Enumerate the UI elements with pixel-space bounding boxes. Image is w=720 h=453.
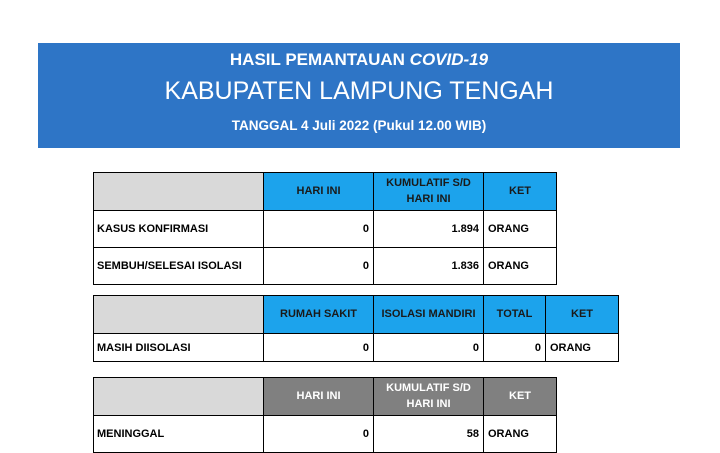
header-kumulatif: KUMULATIF S/D HARI INI (374, 173, 484, 211)
table-row (94, 334, 619, 362)
cell-total: 0 (484, 334, 546, 362)
header-hari-ini: HARI INI (264, 378, 374, 416)
title-banner (38, 43, 680, 148)
cell-ket: ORANG (546, 334, 619, 362)
cell-kumulatif: 58 (374, 416, 484, 453)
table-header-row (94, 378, 557, 416)
cell-ket: ORANG (484, 211, 557, 248)
row-label: MASIH DIISOLASI (94, 334, 264, 362)
header-kumulatif: KUMULATIF S/D HARI INI (374, 378, 484, 416)
banner-line-1: HASIL PEMANTAUAN COVID-19 (229, 50, 489, 69)
header-isolasi-mandiri: ISOLASI MANDIRI (374, 296, 484, 334)
cell-ket: ORANG (484, 248, 557, 285)
cell-hari-ini: 0 (264, 416, 374, 453)
header-ket: KET (484, 378, 557, 416)
cell-rumah-sakit: 0 (264, 334, 374, 362)
row-label: MENINGGAL (94, 416, 264, 453)
header-total: TOTAL (484, 296, 546, 334)
cell-ket: ORANG (484, 416, 557, 453)
table-row (94, 248, 557, 285)
cell-kumulatif: 1.836 (374, 248, 484, 285)
cell-isolasi-mandiri: 0 (374, 334, 484, 362)
row-label: SEMBUH/SELESAI ISOLASI (94, 248, 264, 285)
header-ket: KET (546, 296, 619, 334)
table-isolation (93, 295, 619, 362)
header-blank-cell (94, 173, 264, 211)
cell-kumulatif: 1.894 (374, 211, 484, 248)
cell-hari-ini: 0 (264, 248, 374, 285)
table-row (94, 416, 557, 453)
banner-line-2: KABUPATEN LAMPUNG TENGAH (164, 77, 554, 105)
cell-hari-ini: 0 (264, 211, 374, 248)
header-blank-cell (94, 296, 264, 334)
table-header-row (94, 296, 619, 334)
header-ket: KET (484, 173, 557, 211)
row-label: KASUS KONFIRMASI (94, 211, 264, 248)
header-hari-ini: HARI INI (264, 173, 374, 211)
header-blank-cell (94, 378, 264, 416)
banner-emphasis: COVID-19 (409, 50, 489, 69)
banner-line-3: TANGGAL 4 Juli 2022 (Pukul 12.00 WIB) (231, 118, 487, 133)
header-rumah-sakit: RUMAH SAKIT (264, 296, 374, 334)
table-cases (93, 172, 557, 285)
table-row (94, 211, 557, 248)
table-deaths (93, 377, 557, 453)
table-header-row (94, 173, 557, 211)
